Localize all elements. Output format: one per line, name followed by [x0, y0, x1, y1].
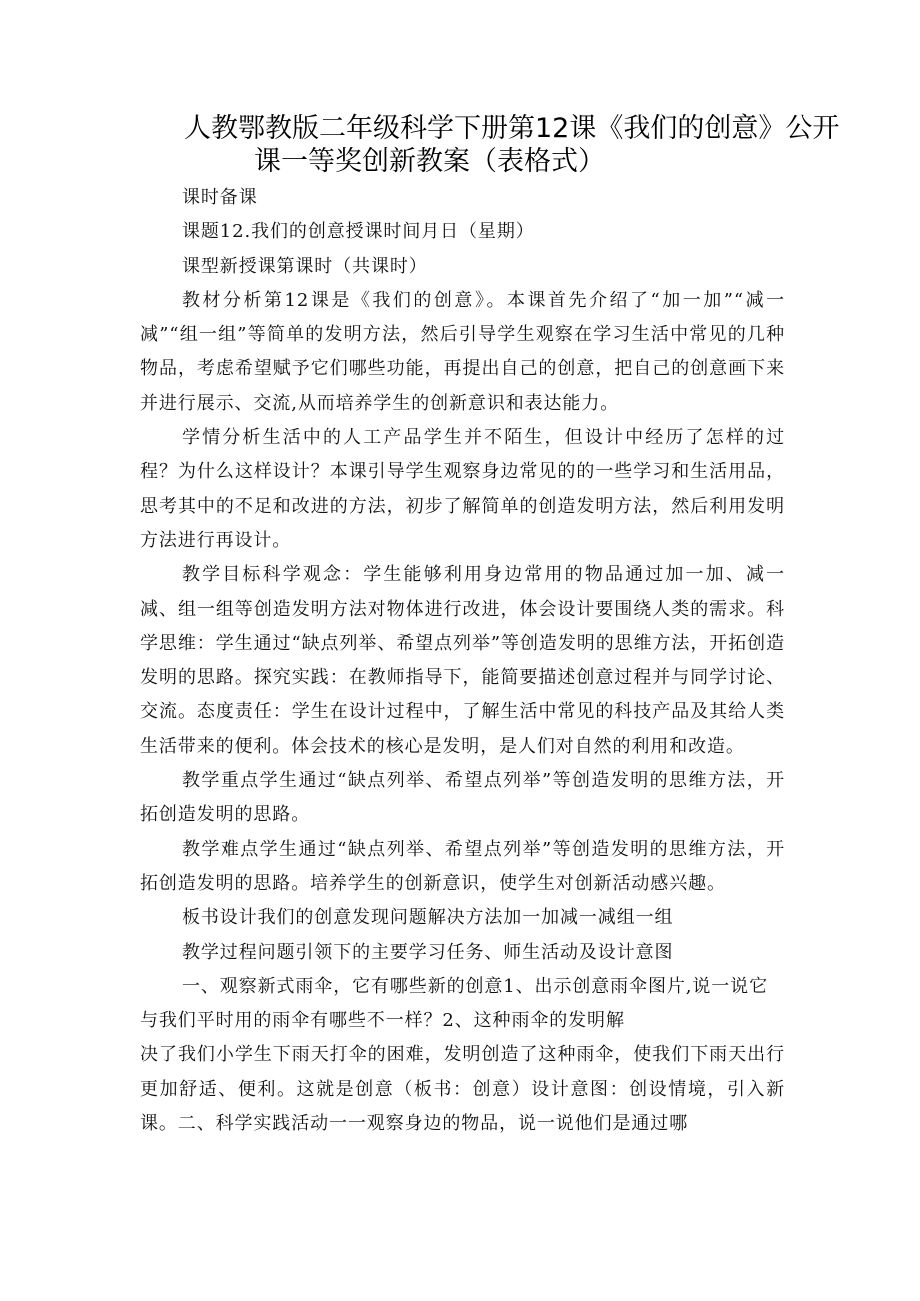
section-teaching-goals: 教学目标科学观念：学生能够利用身边常用的物品通过加一加、减一减、组一组等创造发明方法对物体进行改进，体会设计要围绕人类的需求。科学思维：学生通过“缺点列举、希望点列举”等创造发明的思维方法，开拓创造发明的思路。探究实践：在教师指导下，能简要描述创意过程并与同学讨论、交流。态度责任：学生在设计过程中，了解生活中常见的科技产品及其给人类生活带来的便利。体会技术的核心是发明，是人们对自然的利用和改造。	[140, 564, 785, 757]
section-topic: 课题12.我们的创意授课时间月日（星期）	[182, 221, 535, 243]
section-key-points: 教学重点学生通过“缺点列举、希望点列举”等创造发明的思维方法，开拓创造发明的思路。	[140, 770, 785, 826]
section-material-analysis: 教材分析第12课是《我们的创意》。本课首先介绍了“加一加”“减一减”“组一组”等简单的发明方法，然后引导学生观察在学习生活中常见的几种物品，考虑希望赋予它们哪些功能，再提出自己的创意，把自己的创意画下来并进行展示、交流,从而培养学生的创新意识和表达能力。	[140, 289, 785, 414]
section-student-analysis: 学情分析生活中的人工产品学生并不陌生，但设计中经历了怎样的过程？为什么这样设计？本课引导学生观察身边常见的的一些学习和生活用品，思考其中的不足和改进的方法，初步了解简单的创造发明方法，然后利用发明方法进行再设计。	[140, 427, 785, 551]
section-lesson-prep: 课时备课	[182, 187, 258, 208]
title-line-1: 人教鄂教版二年级科学下册第12课《我们的创意》公开	[184, 113, 840, 144]
section-board-design: 板书设计我们的创意发现问题解决方法加一加减一减组一组	[182, 907, 674, 929]
document-body	[140, 181, 785, 1141]
section-lesson-type: 课型新授课第课时（共课时）	[182, 255, 428, 277]
title-line-2: 课一等奖创新教案（表格式）	[254, 146, 605, 177]
section-teaching-process: 教学过程问题引领下的主要学习任务、师生活动及设计意图	[182, 941, 674, 963]
section-activity-1: 一、观察新式雨伞，它有哪些新的创意1、出示创意雨伞图片,说一说它与我们平时用的雨伞有哪些不一样？2、这种雨伞的发明解	[140, 975, 768, 1032]
document-title	[130, 112, 840, 178]
section-difficult-points: 教学难点学生通过“缺点列举、希望点列举”等创造发明的思维方法，开拓创造发明的思路。培养学生的创新意识，使学生对创新活动感兴趣。	[140, 838, 785, 894]
section-activity-1-cont: 决了我们小学生下雨天打伞的困难，发明创造了这种雨伞，使我们下雨天出行更加舒适、便利。这就是创意（板书：创意）设计意图：创设情境，引入新课。二、科学实践活动一一观察身边的物品，说一说他们是通过哪	[140, 1044, 785, 1135]
